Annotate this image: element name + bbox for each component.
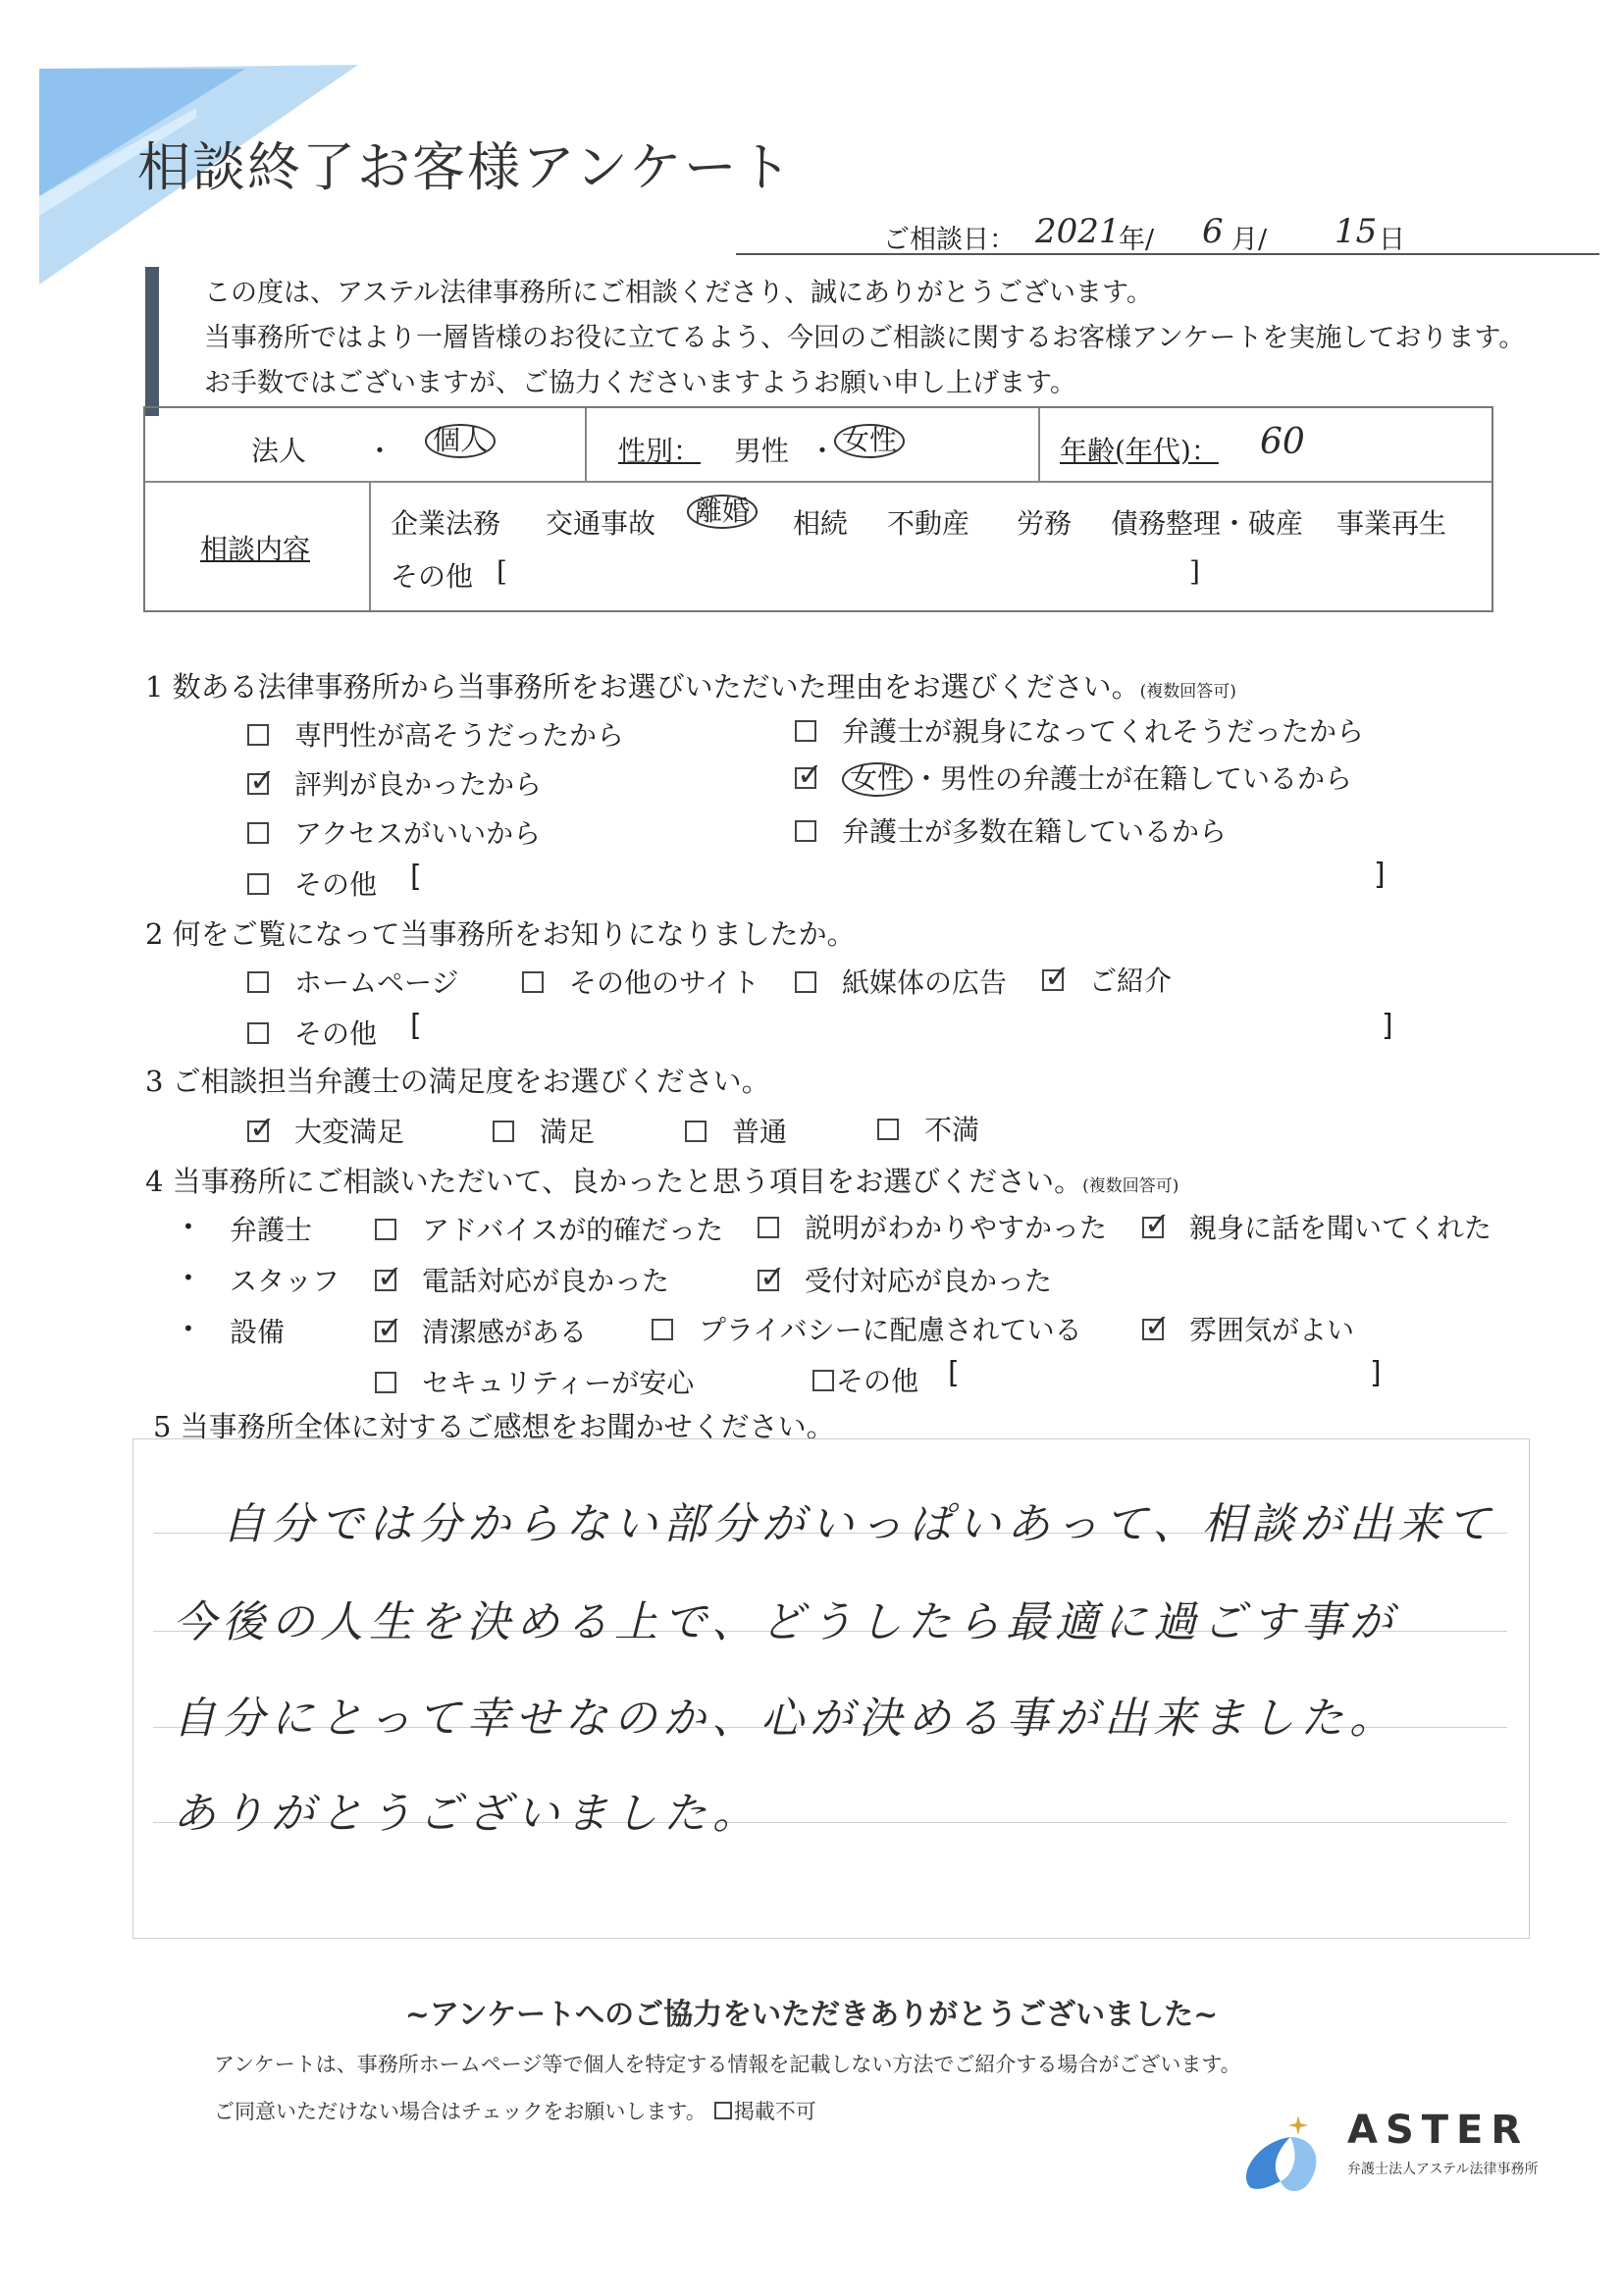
intro-line: この度は、アステル法律事務所にご相談くださり、誠にありがとうございます。 bbox=[204, 278, 1153, 308]
q4-group-facility: 設備 bbox=[230, 1316, 286, 1348]
bullet: • bbox=[183, 1317, 194, 1340]
logo-text: ASTER bbox=[1347, 2108, 1530, 2153]
category-corporate-law: 企業法務 bbox=[391, 507, 501, 540]
intro-line: お手数ではございますが、ご協力くださいますようお願い申し上げます。 bbox=[204, 368, 1076, 398]
comment-box[interactable] bbox=[132, 1438, 1530, 1939]
category-traffic-accident: 交通事故 bbox=[546, 507, 656, 540]
gender-label: 性別： bbox=[618, 435, 702, 467]
q4-option[interactable]: ✓電話対応が良かった bbox=[375, 1260, 669, 1299]
q1-option[interactable]: ✓評判が良かったから bbox=[247, 763, 542, 803]
q4-option[interactable]: ✓ 親身に話を聞いてくれた bbox=[1142, 1207, 1492, 1246]
q2-title: 2 何をご覧になって当事務所をお知りになりましたか。 bbox=[145, 917, 856, 951]
age-label: 年齢(年代)： bbox=[1060, 435, 1219, 467]
category-inheritance: 相続 bbox=[793, 507, 849, 540]
female-label: 女性 bbox=[834, 424, 905, 458]
q4-option[interactable]: アドバイスが的確だった bbox=[375, 1209, 723, 1248]
comment-line: 自分にとって幸せなのか、心が決める事が出来ました。 bbox=[173, 1694, 1399, 1744]
page-title: 相談終了お客様アンケート bbox=[137, 136, 794, 198]
q1-option[interactable]: 弁護士が多数在籍しているから bbox=[795, 810, 1227, 850]
q3-title: 3 ご相談担当弁護士の満足度をお選びください。 bbox=[145, 1065, 770, 1098]
intro-line: 当事務所ではより一層皆様のお役に立てるよう、今回のご相談に関するお客様アンケートを実施しております。 bbox=[204, 323, 1526, 353]
client-info-table bbox=[143, 406, 1493, 612]
separator: ・ bbox=[809, 435, 837, 467]
comment-line: ありがとうございました。 bbox=[173, 1789, 761, 1839]
publish-notice: アンケートは、事務所ホームページ等で個人を特定する情報を記載しない方法でご紹介する場合がございます。 bbox=[214, 2053, 1241, 2076]
q4-option-other[interactable]: その他 bbox=[812, 1360, 918, 1399]
q4-group-staff: スタッフ bbox=[230, 1265, 340, 1297]
category-business-revival: 事業再生 bbox=[1336, 507, 1447, 540]
close-bracket: ] bbox=[1189, 555, 1200, 588]
q2-option[interactable]: その他のサイト bbox=[522, 962, 759, 1001]
intro-accent-bar bbox=[145, 267, 159, 416]
open-bracket: [ bbox=[948, 1356, 960, 1390]
q3-option[interactable]: 不満 bbox=[877, 1109, 979, 1148]
q4-option[interactable]: 説明がわかりやすかった bbox=[758, 1207, 1107, 1246]
intro-text bbox=[145, 261, 1526, 413]
q1-option[interactable]: アクセスがいいから bbox=[247, 812, 541, 852]
q4-title: 4 当事務所にご相談いただいて、良かったと思う項目をお選びください。(複数回答可) bbox=[145, 1165, 1179, 1198]
open-bracket: [ bbox=[410, 1009, 422, 1043]
date-year: 2021 bbox=[1035, 212, 1121, 251]
q2-option[interactable]: ホームページ bbox=[247, 962, 458, 1001]
comment-line: 今後の人生を決める上で、どうしたら最適に過ごす事が bbox=[173, 1597, 1399, 1647]
consult-content-label: 相談内容 bbox=[200, 533, 311, 565]
individual-label: 個人 bbox=[425, 424, 496, 458]
q2-option[interactable]: 紙媒体の広告 bbox=[795, 962, 1007, 1001]
q2-option[interactable]: ✓ ご紹介 bbox=[1042, 960, 1172, 999]
consult-date-row bbox=[736, 214, 1599, 255]
day-suffix: 日 bbox=[1379, 225, 1405, 255]
close-bracket: ] bbox=[1374, 858, 1386, 892]
date-label: ご相談日： bbox=[883, 225, 1016, 255]
year-suffix: 年/ bbox=[1119, 225, 1155, 255]
male-label: 男性 bbox=[734, 435, 790, 467]
q4-option[interactable]: ✓ 雰囲気がよい bbox=[1142, 1309, 1354, 1348]
q4-group-lawyer: 弁護士 bbox=[230, 1214, 313, 1246]
consent-notice: ご同意いただけない場合はチェックをお願いします。 掲載不可 bbox=[214, 2100, 816, 2123]
logo-subtitle: 弁護士法人アステル法律事務所 bbox=[1347, 2162, 1539, 2177]
open-bracket: [ bbox=[497, 555, 507, 588]
q5-title: 5 当事務所全体に対するご感想をお聞かせください。 bbox=[153, 1410, 835, 1443]
category-divorce: 離婚 bbox=[687, 495, 758, 529]
q1-option[interactable]: 専門性が高そうだったから bbox=[247, 714, 624, 754]
logo-mark-icon bbox=[1231, 2108, 1339, 2196]
q4-option[interactable]: ✓清潔感がある bbox=[375, 1311, 587, 1350]
q4-option[interactable]: セキュリティーが安心 bbox=[375, 1362, 694, 1401]
close-bracket: ] bbox=[1370, 1356, 1382, 1390]
q1-option[interactable]: ✓ 女性 ・男性の弁護士が在籍しているから bbox=[795, 757, 1352, 797]
q1-title: 1 数ある法律事務所から当事務所をお選びいただいた理由をお選びください。(複数回答可) bbox=[145, 670, 1236, 704]
q2-option-other[interactable]: その他 bbox=[247, 1013, 377, 1052]
bullet: • bbox=[183, 1215, 194, 1238]
category-other-label: その他 bbox=[391, 560, 474, 593]
corp-label: 法人 bbox=[251, 435, 307, 467]
bullet: • bbox=[183, 1266, 194, 1289]
month-suffix: 月/ bbox=[1231, 225, 1268, 255]
q1-option-other[interactable]: その他 bbox=[247, 863, 377, 903]
close-bracket: ] bbox=[1382, 1009, 1393, 1043]
q3-option[interactable]: ✓大変満足 bbox=[247, 1111, 404, 1150]
aster-logo bbox=[1231, 2108, 1585, 2196]
age-value: 60 bbox=[1260, 422, 1305, 462]
category-labor: 労務 bbox=[1017, 507, 1073, 540]
open-bracket: [ bbox=[410, 860, 422, 894]
category-real-estate: 不動産 bbox=[887, 507, 970, 540]
comment-line: 自分では分からない部分がいっぱいあって、相談が出来て bbox=[222, 1499, 1496, 1549]
q3-option[interactable]: 普通 bbox=[685, 1111, 787, 1150]
q4-option[interactable]: ✓ 受付対応が良かった bbox=[758, 1260, 1052, 1299]
separator: ・ bbox=[366, 435, 394, 467]
thanks-message: ~アンケートへのご協力をいただきありがとうございました~ bbox=[404, 1998, 1219, 2032]
category-debt: 債務整理・破産 bbox=[1111, 507, 1304, 540]
date-day: 15 bbox=[1335, 212, 1378, 251]
date-month: 6 bbox=[1202, 212, 1224, 251]
q1-option[interactable]: 弁護士が親身になってくれそうだったから bbox=[795, 710, 1364, 750]
q3-option[interactable]: 満足 bbox=[493, 1111, 595, 1150]
q4-option[interactable]: プライバシーに配慮されている bbox=[652, 1309, 1082, 1348]
